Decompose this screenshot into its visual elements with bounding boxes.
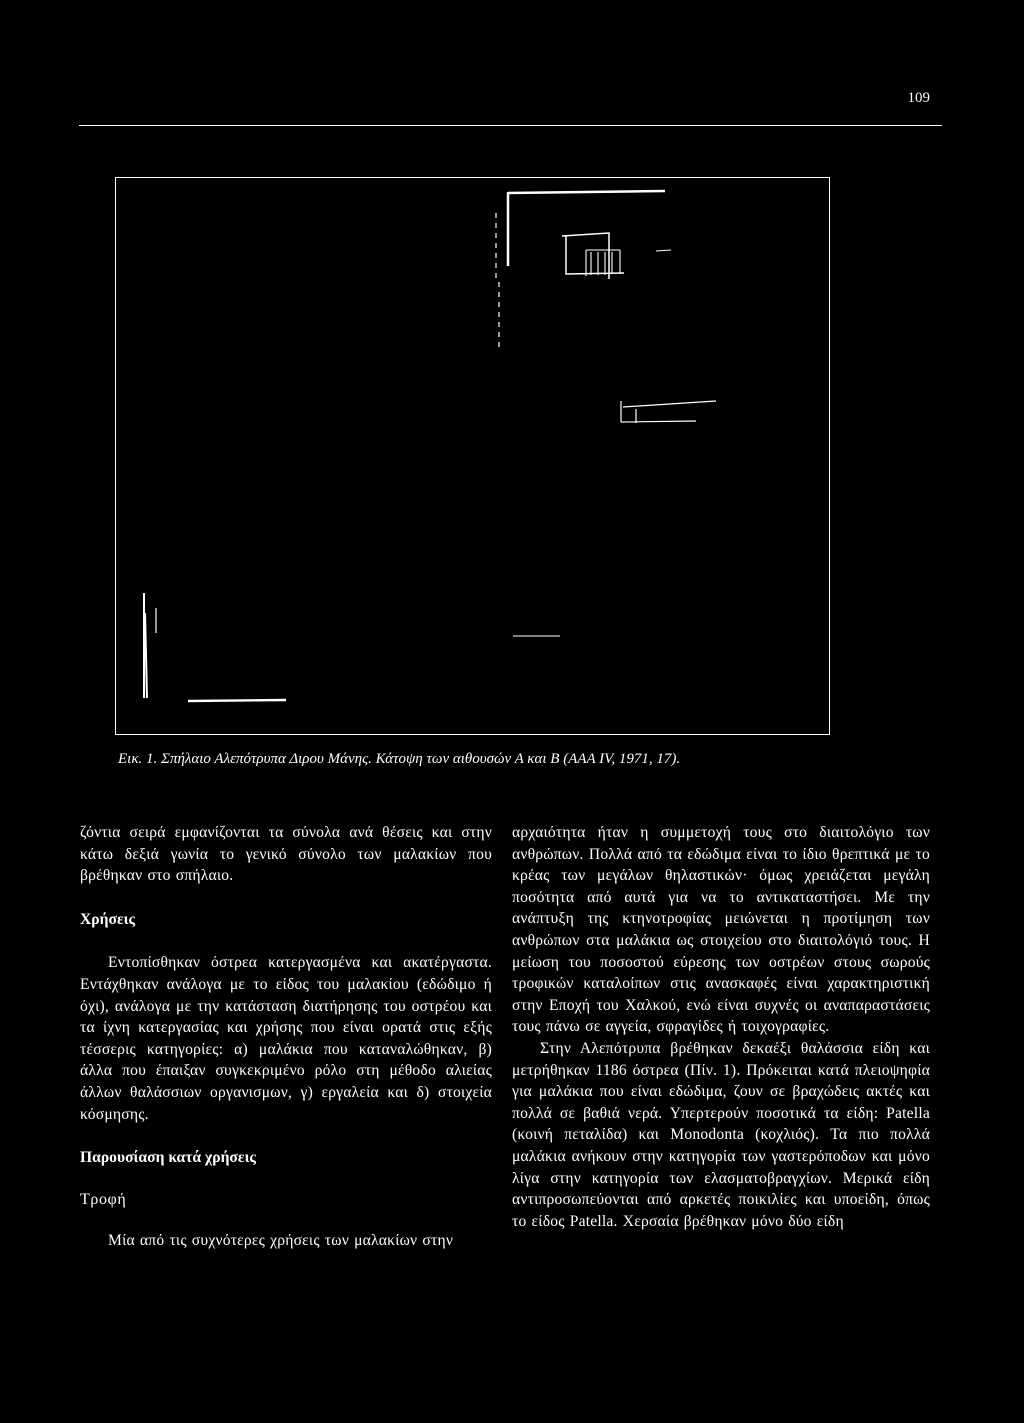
right-column — [512, 822, 930, 1232]
heading-food: Τροφή — [80, 1190, 127, 1208]
plan-wall-top — [508, 191, 665, 193]
header-rule — [79, 125, 942, 126]
figure-caption: Εικ. 1. Σπήλαιο Αλεπότρυπα Διρου Μάνης. Κάτοψη των αιθουσών Α και Β (ΑΑΑ IV, 1971, 17). — [118, 751, 681, 767]
plan-structure-mid — [621, 401, 716, 423]
cave-plan-drawing — [116, 178, 830, 735]
right-paragraph-1: αρχαιότητα ήταν η συμμετοχή τους στο διαιτολόγιο των ανθρώπων. Πολλά από τα εδώδιμα είναι το ίδιο θρεπτικά με το κρέας των μεγάλων θηλαστικών· όμως χρειάζεται μεγάλη ποσότητα από αυτά για να το αντικαταστήσει. Με την ανάπτυξη της κτηνοτροφίας μειώνεται η προτίμηση των ανθρώπων στα μαλάκια ως στοιχείου στο διαιτολόγιό τους. Η μείωση του ποσοστού εύρεσης των οστρέων στους σωρούς τροφικών καταλοίπων στις ανασκαφές είναι χαρακτηριστική στην Εποχή του Χαλκού, ενώ είναι συχνές οι αναπαραστάσεις τους πάνω σε αγγεία, σφραγίδες ή τοιχογραφίες. — [512, 824, 930, 1036]
right-paragraph-2: Στην Αλεπότρυπα βρέθηκαν δεκαέξι θαλάσσια είδη και μετρήθηκαν 1186 όστρεα (Πίν. 1). Πρόκειται κατά πλειοψηφία για μαλάκια που είναι εδώδιμα, ζουν σε βραχώδεις ακτές και πολλά σε βαθιά νερά. Υπερτερούν ποσοτικά τα είδη: Patella (κοινή πεταλίδα) και Monodonta (κοχλιός). Τα πιο πολλά μαλάκια ανήκουν στην κατηγορία των γαστερόποδων και μόνο λίγα στην κατηγορία των ελασματοβραγχίων. Μερικά είδη αντιπροσωπεύονται από αρκετές ποικιλίες και υποείδη, όπως το είδος Patella. Χερσαία βρέθηκαν μόνο δύο είδη — [512, 1039, 930, 1230]
heading-uses: Χρήσεις — [80, 910, 136, 928]
cave-plan-figure — [115, 177, 830, 735]
heading-presentation: Παρουσίαση κατά χρήσεις — [80, 1149, 256, 1167]
left-paragraph-3: Μία από τις συχνότερες χρήσεις των μαλακίων στην — [108, 1232, 454, 1250]
left-paragraph-1: ζόντια σειρά εμφανίζονται τα σύνολα ανά θέσεις και στην κάτω δεξιά γωνία το γενικό σύνολο των μαλακίων που βρέθηκαν στο σπήλαιο. — [80, 824, 492, 885]
left-paragraph-2: Εντοπίσθηκαν όστρεα κατεργασμένα και ακατέργαστα. Εντάχθηκαν ανάλογα με το είδος του μαλακίου (εδώδιμο ή όχι), ανάλογα με την κατάσταση διατήρησης του οστρέου και τα ίχνη κατεργασίας και χρήσης που είναι ορατά στις εξής τέσσερις κατηγορίες: α) μαλάκια που καταναλώθηκαν, β) άλλα που έπαιξαν συγκεκριμένο ρόλο στη μέθοδο αλιείας άλλων θαλάσσιων οργανισμων, γ) εργαλεία και δ) στοιχεία κόσμησης. — [80, 954, 492, 1123]
plan-wall-left — [144, 593, 147, 698]
plan-wall-bottom — [188, 700, 286, 701]
left-column — [80, 822, 492, 1252]
page-number: 109 — [907, 90, 930, 106]
